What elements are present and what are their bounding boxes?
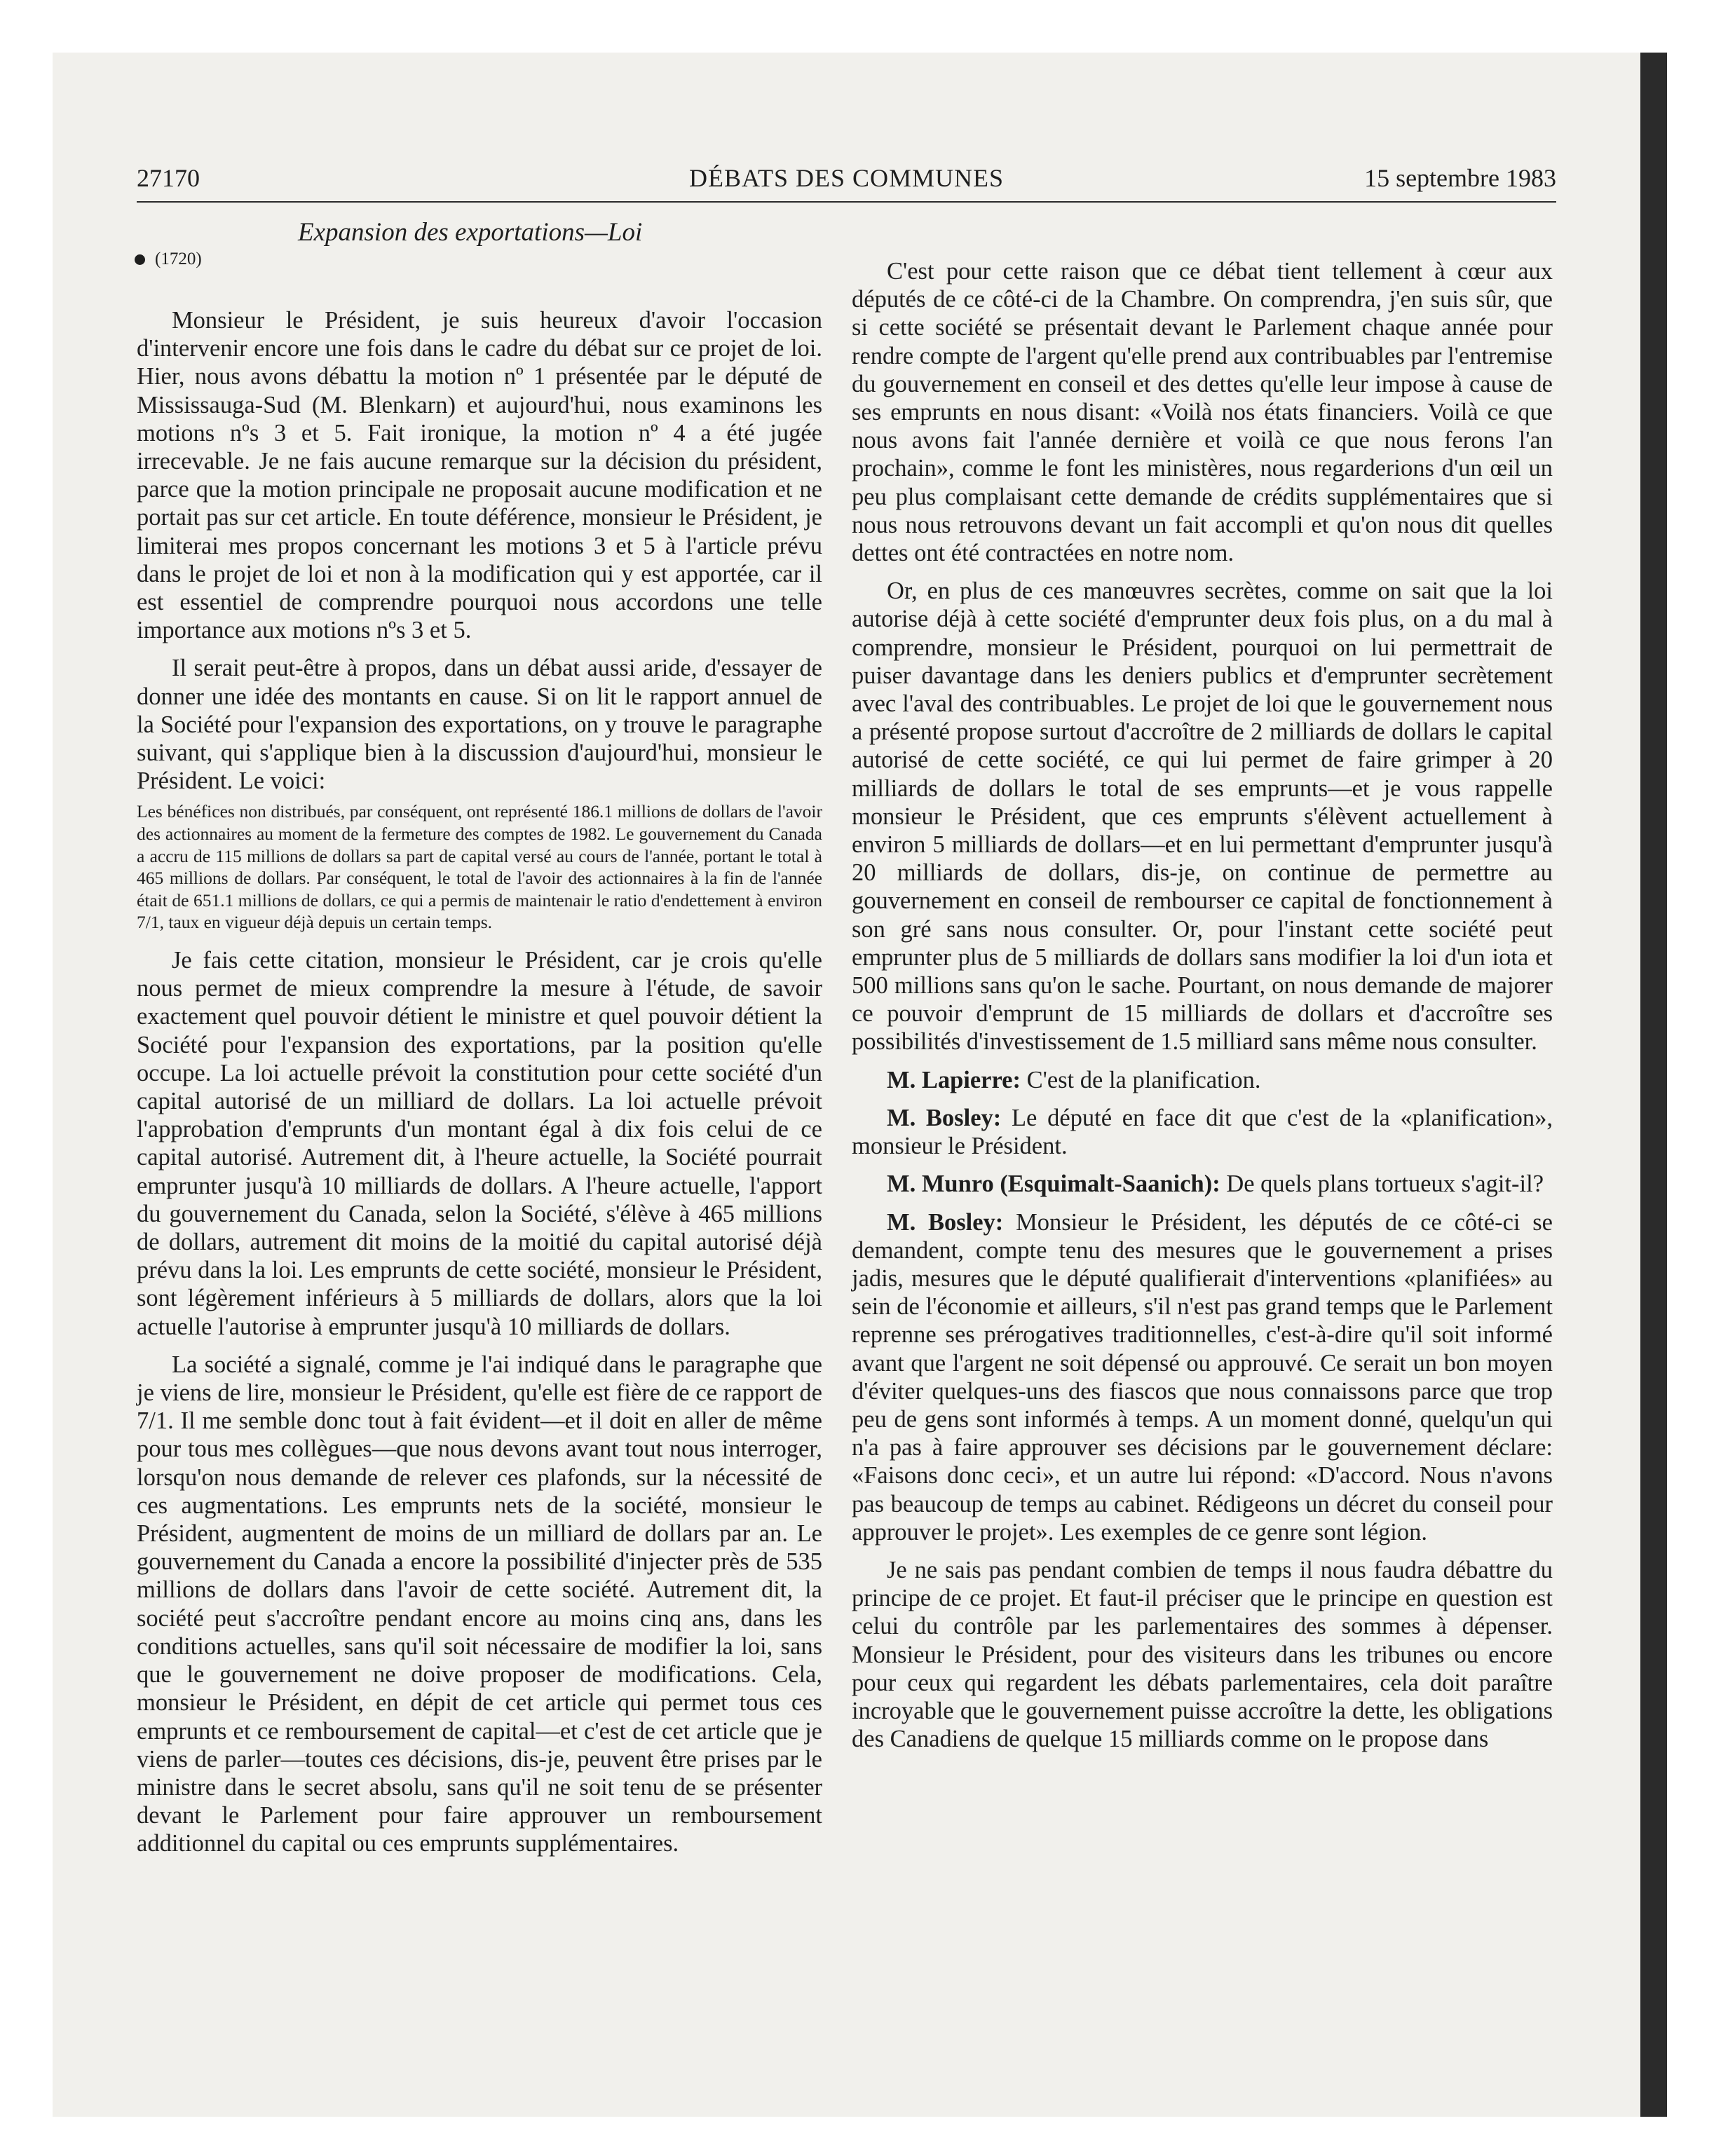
publication-title: DÉBATS DES COMMUNES [688,164,1005,192]
speech [852,1170,1553,1198]
running-head [137,163,1556,200]
section-title: Expansion des exportations—Loi [298,218,643,247]
speech-text: De quels plans tortueux s'agit-il? [1220,1171,1544,1198]
bullet-icon [135,254,145,265]
speech [852,1104,1553,1160]
block-quote: Les bénéfices non distribués, par conséquent, ont représenté 186.1 millions de dollars de l'avoir des actionnaires au moment de la fermeture des comptes de 1982. Le gouvernement du Canada a accru de 115 millions de dollars sa part de capital versé au cours de l'année, portant le total à 465 millions de dollars. Par conséquent, le total de l'avoir des actionnaires à la fin de l'année était de 651.1 millions de dollars, ce qui a permis de maintenair le ratio d'endettement à environ 7/1, taux en vigueur déjà depuis un certain temps. [137,801,822,933]
paragraph: Je ne sais pas pendant combien de temps il nous faudra débattre du principe de ce projet. Et faut-il préciser que le principe en question est celui du contrôle par les parlementaires des sommes à dépenser. Monsieur le Président, pour des visiteurs dans les tribunes ou encore pour ceux qui regardent les débats parlementaires, cela doit paraître incroyable que le gouvernement puisse accroître la dette, les obligations des Canadiens de quelque 15 milliards comme on le propose dans [852,1556,1553,1753]
header-rule [137,201,1556,203]
page-number: 27170 [137,164,200,192]
timestamp-text: (1720) [155,250,202,268]
speech-text: Monsieur le Président, les députés de ce côté-ci se demandent, compte tenu des mesures que le gouvernement a prises jadis, mesures que le député qualifierait d'interventions «planifiées» au sein de l'économie et ailleurs, s'il n'est pas grand temps que le Parlement reprenne ses prérogatives traditionnelles, c'est-à-dire qu'il soit informé avant que l'argent ne soit dépensé ou approuvé. Ce serait un bon moyen d'éviter quelques-uns des fiascos que nous connaissons parce que trop peu de gens sont informés à temps. A un moment donné, quelqu'un qui n'a pas à faire approuver ses décisions par le gouvernement déclare: «Faisons donc ceci», et un autre lui répond: «D'accord. Nous n'avons pas beaucoup de temps au cabinet. Rédigeons un décret du conseil pour approuver le projet». Les exemples de ce genre sont légion. [852,1208,1553,1546]
time-marker [135,250,202,269]
speech-text: C'est de la planification. [1020,1066,1261,1093]
left-column [137,306,822,1868]
speech [852,1066,1553,1094]
paragraph: La société a signalé, comme je l'ai indiqué dans le paragraphe que je viens de lire, monsieur le Président, qu'elle est fière de ce rapport de 7/1. Il me semble donc tout à fait évident—et il doit en aller de même pour tous mes collègues—que nous devons avant tout nous interroger, lorsqu'on nous demande de relever ces plafonds, sur la nécessité de ces augmentations. Les emprunts nets de la société, monsieur le Président, augmentent de moins de un milliard de dollars par an. Le gouvernement du Canada a encore la possibilité d'injecter près de 535 millions de dollars dans l'avoir de cette société. Autrement dit, la société peut s'accroître pendant encore au moins cinq ans, dans les conditions actuelles, sans qu'il soit nécessaire de modifier la loi, sans que le gouvernement ne doive proposer de modifications. Cela, monsieur le Président, en dépit de cet article qui permet tous ces emprunts et ce remboursement de capital—et c'est de cet article que je viens de parler—toutes ces décisions, dis-je, peuvent être prises par le ministre dans le secret absolu, sans qu'il ne soit tenu de se présenter devant le Parlement pour faire approuver un remboursement additionnel du capital ou ces emprunts supplémentaires. [137,1351,822,1857]
paragraph: Je fais cette citation, monsieur le Président, car je crois qu'elle nous permet de mieux comprendre la mesure à l'étude, de savoir exactement quel pouvoir détient le ministre et quel pouvoir détient la Société pour l'expansion des exportations, par la position qu'elle occupe. La loi actuelle prévoit la constitution pour cette société d'un capital autorisé de un milliard de dollars. La loi actuelle prévoit l'approbation d'emprunts d'un montant égal à dix fois celui de ce capital autorisé. Autrement dit, à l'heure actuelle, la Société pourrait emprunter jusqu'à 10 milliards de dollars. A l'heure actuelle, l'apport du gouvernement du Canada, selon la Société, s'élève à 465 millions de dollars, autrement dit moins de la moitié du capital autorisé déjà prévu dans la loi. Les emprunts de cette société, monsieur le Président, sont légèrement inférieurs à 5 milliards de dollars, alors que la loi actuelle l'autorise à emprunter jusqu'à 10 milliards de dollars. [137,947,822,1340]
issue-date: 15 septembre 1983 [1364,164,1556,192]
speech-text: Le député en face dit que c'est de la «planification», monsieur le Président. [852,1104,1553,1160]
speech [852,1208,1553,1546]
right-column [852,257,1553,1763]
speaker-name: M. Bosley: [887,1208,1004,1236]
speaker-name: M. Munro (Esquimalt-Saanich): [887,1171,1220,1198]
paragraph: Monsieur le Président, je suis heureux d'avoir l'occasion d'intervenir encore une fois dans le cadre du débat sur ce projet de loi. Hier, nous avons débattu la motion nº 1 présentée par le député de Mississauga-Sud (M. Blenkarn) et aujourd'hui, nous examinons les motions nºs 3 et 5. Fait ironique, la motion nº 4 a été jugée irrecevable. Je ne fais aucune remarque sur la décision du président, parce que la motion principale ne proposait aucune modification et ne portait pas sur cet article. En toute déférence, monsieur le Président, je limiterai mes propos concernant les motions 3 et 5 à l'article prévu dans le projet de loi et non à la modification qui y est apportée, car il est essentiel de comprendre pourquoi nous accordons une telle importance aux motions nºs 3 et 5. [137,307,822,644]
paragraph: C'est pour cette raison que ce débat tient tellement à cœur aux députés de ce côté-ci de la Chambre. On comprendra, j'en suis sûr, que si cette société se présentait devant le Parlement chaque année pour rendre compte de l'argent qu'elle prend aux contribuables par l'entremise du gouvernement en conseil et des dettes qu'elle leur impose à cause de ses emprunts en nous disant: «Voilà nos états financiers. Voilà ce que nous avons fait l'année dernière et voilà ce que nous ferons l'an prochain», comme le font les ministères, nous regarderions d'un œil un peu plus complaisant cette demande de crédits supplémentaires que si nous nous retrouvons devant un fait accompli et qu'on nous dit quelles dettes ont été contractées en notre nom. [852,258,1553,567]
paragraph: Or, en plus de ces manœuvres secrètes, comme on sait que la loi autorise déjà à cette société d'emprunter deux fois plus, on a du mal à comprendre, monsieur le Président, pourquoi on lui permettrait de puiser davantage dans les deniers publics et d'emprunter secrètement avec l'aval des contribuables. Le projet de loi que le gouvernement nous a présenté propose surtout d'accroître de 2 milliards de dollars le capital autorisé de cette société, ce qui lui permet de faire grimper à 20 milliards de dollars le total de ses emprunts—et je vous rappelle monsieur le Président, que ces emprunts s'élèvent actuellement à environ 5 milliards de dollars—et en lui permettant d'emprunter jusqu'à 20 milliards de dollars, dis-je, on continue de permettre au gouvernement en conseil de rembourser ce capital de fonctionnement à son gré sans nous consulter. Or, pour l'instant cette société peut emprunter plus de 5 milliards de dollars sans modifier la loi d'un iota et 500 millions sans qu'on le sache. Pourtant, on nous demande de majorer ce pouvoir d'emprunt de 15 milliards de dollars et d'accroître ses possibilités d'investissement de 1.5 milliard sans même nous consulter. [852,578,1553,1056]
speaker-name: M. Lapierre: [887,1066,1021,1093]
speaker-name: M. Bosley: [887,1104,1002,1131]
paragraph: Il serait peut-être à propos, dans un débat aussi aride, d'essayer de donner une idée des montants en cause. Si on lit le rapport annuel de la Société pour l'expansion des exportations, on y trouve le paragraphe suivant, qui s'applique bien à la discussion d'aujourd'hui, monsieur le Président. Le voici: [137,655,822,795]
